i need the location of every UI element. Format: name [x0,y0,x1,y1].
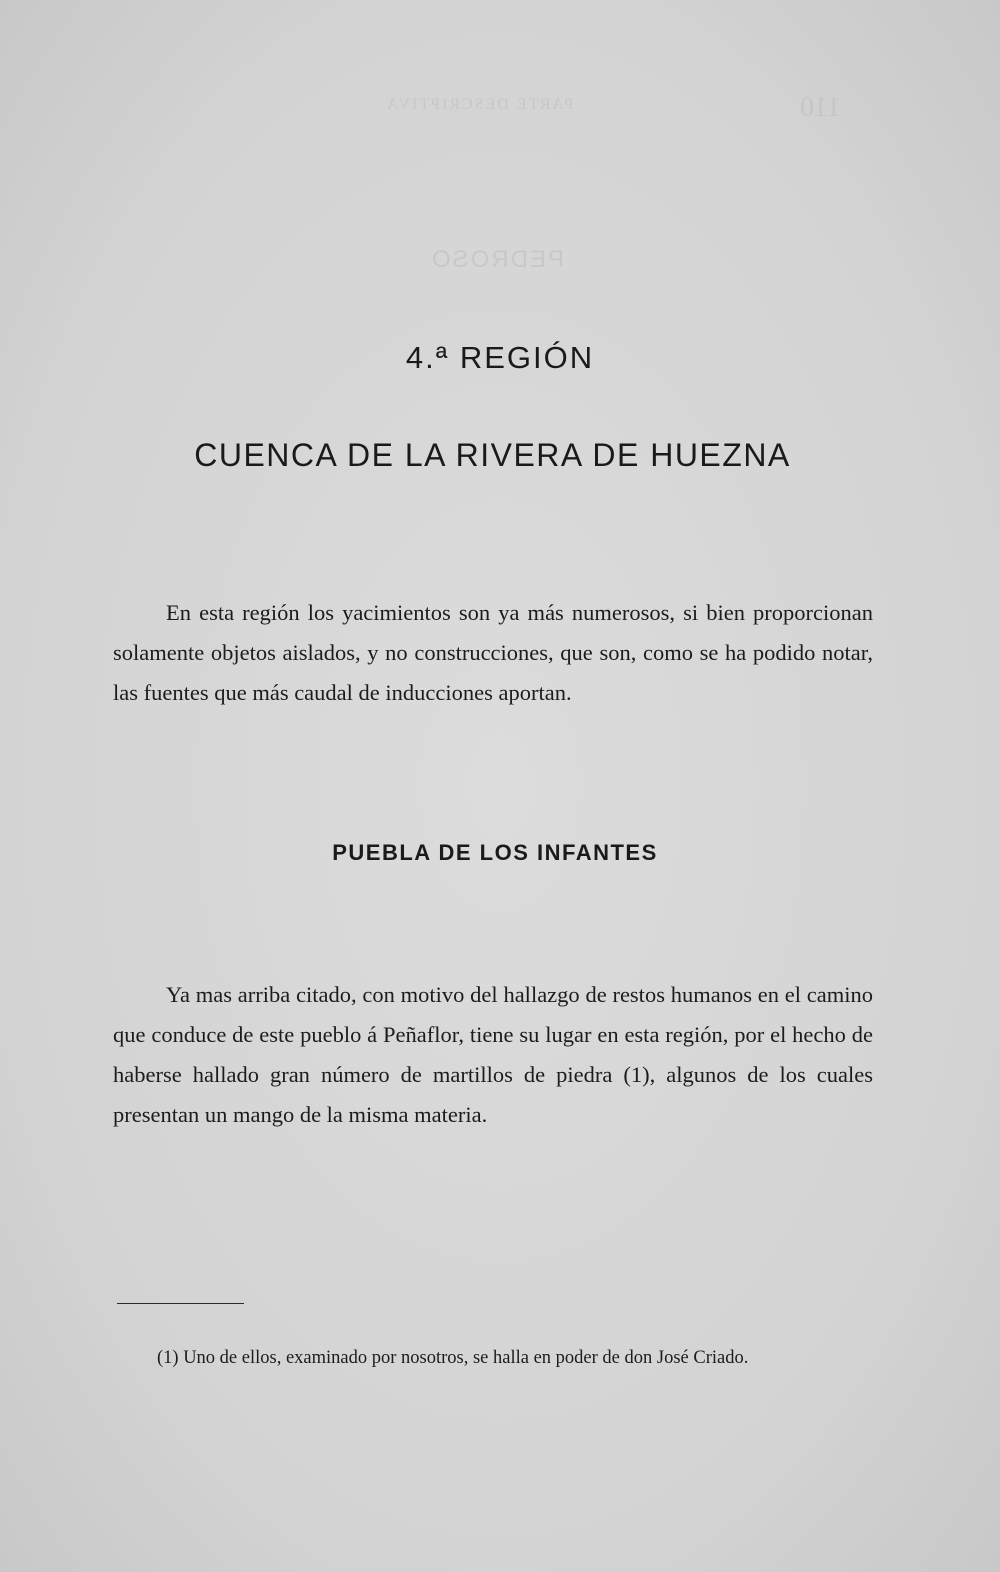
section-paragraph: Ya mas arriba citado, con motivo del hallazgo de restos humanos en el camino que conduce de este pueblo á Peñaflor, tiene su lugar en esta región, por el hecho de haberse hallado gran número de martillos de piedra (1), algunos de los cuales presentan un mango de la misma materia. [113,981,873,1127]
intro-paragraph: En esta región los yacimientos son ya más numerosos, si bien proporcionan solamente objetos aislados, y no construcciones, que son, como se ha podido notar, las fuentes que más caudal de inducciones aportan. [113,599,873,705]
footnote-divider [117,1303,244,1304]
footnote: (1) Uno de ellos, examinado por nosotros, se halla en poder de don José Criado. [157,1347,749,1368]
section-title: PUEBLA DE LOS INFANTES [332,840,658,865]
bleed-through-header: PARTE DESCRIPTIVA [385,96,574,113]
bleed-through-page-number: 110 [800,92,841,123]
region-title-heading: CUENCA DE LA RIVERA DE HUEZNA [194,437,791,473]
region-number-heading: 4.ª REGIÓN [405,340,595,375]
bleed-through-heading: PEDROSO [430,246,565,273]
